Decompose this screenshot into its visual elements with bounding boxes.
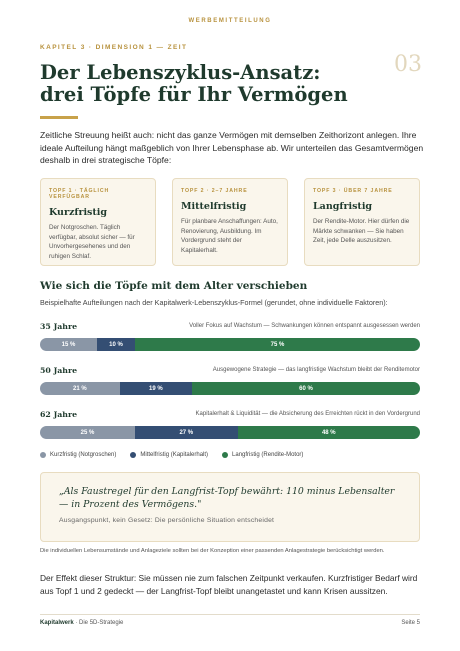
row-note-35: Voller Fokus auf Wachstum — Schwankungen können entspannt ausgesessen werden xyxy=(189,323,420,329)
row-note-62: Kapitalerhalt & Liquidität — die Absicherung des Erreichten rückt in den Vordergrund xyxy=(195,411,420,417)
seg-short: 21 % xyxy=(40,382,120,395)
intro-paragraph: Zeitliche Streuung heißt auch: nicht das ganze Vermögen mit demselben Zeithorizont anlegen. Ihre ideale Aufteilung hängt maßgeblich von Ihrer Lebensphase ab. Wir unterteilen das Gesamtvermögen deshalb in drei strategische Töpfe: xyxy=(40,130,424,165)
footer-divider xyxy=(40,614,420,615)
bar-62 xyxy=(40,426,420,439)
legend-label: Mittelfristig (Kapitalerhalt) xyxy=(140,452,209,458)
seg-mid: 10 % xyxy=(97,338,135,351)
legend-dot-mid xyxy=(130,452,136,458)
footnote: Die individuellen Lebensumstände und Anlageziele sollten bei der Konzeption einer passenden Anlagestrategie berücksichtigt werden. xyxy=(40,548,385,554)
card-tag: TOPF 2 · 2–7 JAHRE xyxy=(181,188,248,194)
footer-doc-title: · Die 5D-Strategie xyxy=(73,620,124,626)
chapter-number: 03 xyxy=(394,52,422,77)
card-text: Der Rendite-Motor. Hier dürfen die Märkte schwanken — Sie haben Zeit, jede Delle auszusitzen. xyxy=(313,218,410,244)
seg-long: 48 % xyxy=(238,426,420,439)
bar-50 xyxy=(40,382,420,395)
legend-item-short xyxy=(40,452,116,458)
card-long-term xyxy=(304,178,420,266)
title-line-1: Der Lebenszyklus-Ansatz: xyxy=(40,61,321,84)
quote-text: „Als Faustregel für den Langfrist-Topf bewährt: 110 minus Lebensalter — in Prozent des Vermögens." xyxy=(59,486,395,510)
row-note-50: Ausgewogene Strategie — das langfristige Wachstum bleibt der Renditemotor xyxy=(212,367,420,373)
row-label-35: 35 Jahre xyxy=(40,322,78,331)
row-label-62: 62 Jahre xyxy=(40,410,78,419)
seg-mid: 19 % xyxy=(120,382,192,395)
section-heading: Wie sich die Töpfe mit dem Alter verschieben xyxy=(40,280,308,292)
quote-box xyxy=(40,472,420,542)
legend-item-mid xyxy=(130,452,208,458)
card-title: Langfristig xyxy=(313,201,373,212)
chart-legend xyxy=(40,452,303,458)
row-label-50: 50 Jahre xyxy=(40,366,78,375)
card-text: Für planbare Anschaffungen: Auto, Renovierung, Ausbildung. Im Vordergrund steht der Kapitalerhalt. xyxy=(181,218,278,254)
title-line-2: drei Töpfe für Ihr Vermögen xyxy=(40,83,348,106)
seg-short: 25 % xyxy=(40,426,135,439)
quote-source: Ausgangspunkt, kein Gesetz: Die persönliche Situation entscheidet xyxy=(59,517,275,524)
footer-brand xyxy=(40,620,123,626)
legend-dot-long xyxy=(222,452,228,458)
eyebrow: WERBEMITTEILUNG xyxy=(188,18,272,24)
card-short-term xyxy=(40,178,156,266)
legend-label: Kurzfristig (Notgroschen) xyxy=(50,452,117,458)
bar-35 xyxy=(40,338,420,351)
footer-brand-name: Kapitalwerk xyxy=(40,620,74,626)
closing-paragraph: Der Effekt dieser Struktur: Sie müssen nie zum falschen Zeitpunkt verkaufen. Kurzfristiger Bedarf wird aus Topf 1 und 2 gedeckt — der Langfrist-Topf bleibt unangetastet und kann Krisen aussitzen. xyxy=(40,573,418,596)
footer-page-number: Seite 5 xyxy=(401,620,420,626)
card-mid-term xyxy=(172,178,288,266)
legend-dot-short xyxy=(40,452,46,458)
title-rule xyxy=(40,116,78,119)
card-tag: TOPF 1 · TÄGLICH VERFÜGBAR xyxy=(49,188,110,200)
card-tag: TOPF 3 · ÜBER 7 JAHRE xyxy=(313,188,393,194)
chapter-label: KAPITEL 3 · DIMENSION 1 — ZEIT xyxy=(40,44,188,51)
seg-mid: 27 % xyxy=(135,426,238,439)
card-text: Der Notgroschen. Täglich verfügbar, absolut sicher — für Unvorhergesehenes und den ruhigen Schlaf. xyxy=(49,224,135,260)
page-title xyxy=(40,62,370,106)
seg-long: 75 % xyxy=(135,338,420,351)
seg-long: 60 % xyxy=(192,382,420,395)
legend-label: Langfristig (Rendite-Motor) xyxy=(232,452,304,458)
section-subheading: Beispielhafte Aufteilungen nach der Kapitalwerk-Lebenszyklus-Formel (gerundet, ohne individuelle Faktoren): xyxy=(40,298,388,307)
pot-cards xyxy=(40,178,420,266)
card-title: Kurzfristig xyxy=(49,207,108,218)
legend-item-long xyxy=(222,452,303,458)
seg-short: 15 % xyxy=(40,338,97,351)
card-title: Mittelfristig xyxy=(181,201,247,212)
